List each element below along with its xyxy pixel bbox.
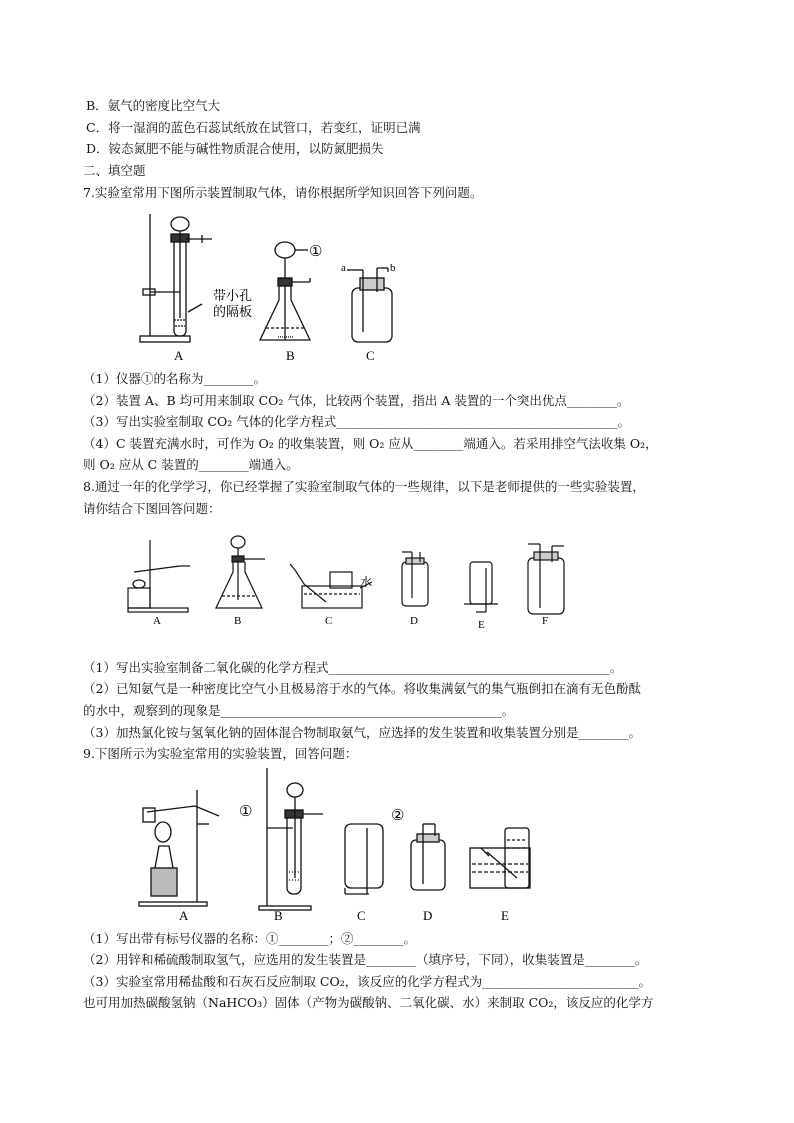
- q7-part-1: （1）仪器①的名称为________。: [83, 371, 266, 386]
- fig9-label-c: C: [357, 908, 366, 923]
- q9-apparatus-figure: [135, 768, 555, 926]
- question-8-line2: 请你结合下图回答问题：: [83, 501, 221, 516]
- q7-apparatus-figure: [130, 208, 430, 368]
- option-d: D．铵态氮肥不能与碱性物质混合使用，以防氮肥损失: [86, 141, 384, 156]
- q8-part-2a: （2）已知氨气是一种密度比空气小且极易溶于水的气体。将收集满氨气的集气瓶倒扣在滴有无色酚酞: [83, 681, 641, 696]
- option-c: C．将一湿润的蓝色石蕊试纸放在试管口，若变红，证明已满: [86, 120, 421, 135]
- question-8-line1: 8.通过一年的化学学习，你已经掌握了实验室制取气体的一些规律，以下是老师提供的一些实验装置，: [83, 479, 645, 494]
- q7-part-4a: （4）C 装置充满水时，可作为 O₂ 的收集装置，则 O₂ 应从________端通入。若采用排空气法收集 O₂，: [83, 436, 658, 451]
- mark-2: ②: [391, 808, 405, 824]
- fig8-label-a: A: [153, 615, 161, 627]
- fig8-label-c: C: [325, 615, 333, 627]
- fig7-label-c: C: [366, 348, 375, 363]
- q8-part-2b: 的水中，观察到的现象是_____________________________________________。: [83, 703, 515, 718]
- section-heading: 二、填空题: [83, 163, 146, 178]
- question-9: 9.下图所示为实验室常用的实验装置，回答问题：: [83, 746, 358, 761]
- fig8-label-e: E: [478, 619, 485, 631]
- fig9-label-a: A: [179, 908, 189, 923]
- plate-note-line1: 带小孔: [213, 288, 253, 303]
- q9-part-4: 也可用加热碳酸氢钠（NaHCO₃）固体（产物为碳酸钠、二氧化碳、水）来制取 CO₂，该反应的化学方: [83, 995, 654, 1010]
- q9-part-1: （1）写出带有标号仪器的名称：①________；②________。: [83, 931, 416, 946]
- fig8-label-f: F: [542, 615, 549, 627]
- water-label: 水: [360, 575, 373, 589]
- q8-part-1: （1）写出实验室制备二氧化碳的化学方程式_____________________________________________。: [83, 660, 623, 675]
- q9-part-3: （3）实验室常用稀盐酸和石灰石反应制取 CO₂，该反应的化学方程式为_________________________。: [83, 974, 652, 989]
- port-b-label: b: [390, 262, 396, 274]
- q9-part-2: （2）用锌和稀硫酸制取氢气，应选用的发生装置是________（填序号，下同），收集装置是________。: [83, 952, 648, 967]
- circled-mark-1: ①: [309, 244, 323, 260]
- option-b: B．氨气的密度比空气大: [86, 98, 221, 113]
- mark-1: ①: [239, 804, 253, 820]
- q7-part-4b: 则 O₂ 应从 C 装置的________端通入。: [83, 457, 299, 472]
- fig8-label-d: D: [410, 615, 418, 627]
- q8-part-3: （3）加热氯化铵与氢氧化钠的固体混合物制取氨气，应选择的发生装置和收集装置分别是________。: [83, 725, 641, 740]
- port-a-label: a: [341, 262, 346, 274]
- q7-part-3: （3）写出实验室制取 CO₂ 气体的化学方程式_____________________________________________。: [83, 414, 630, 429]
- question-7: 7.实验室常用下图所示装置制取气体，请你根据所学知识回答下列问题。: [83, 185, 483, 200]
- q7-part-2: （2）装置 A、B 均可用来制取 CO₂ 气体，比较两个装置，指出 A 装置的一个突出优点________。: [83, 393, 630, 408]
- plate-note-line2: 的隔板: [213, 304, 253, 319]
- fig8-label-b: B: [234, 615, 242, 627]
- fig9-label-b: B: [274, 908, 283, 923]
- fig7-label-b: B: [286, 348, 295, 363]
- fig9-label-d: D: [423, 908, 433, 923]
- fig9-label-e: E: [501, 908, 509, 923]
- fig7-label-a: A: [174, 348, 184, 363]
- q8-apparatus-figure: [120, 532, 590, 632]
